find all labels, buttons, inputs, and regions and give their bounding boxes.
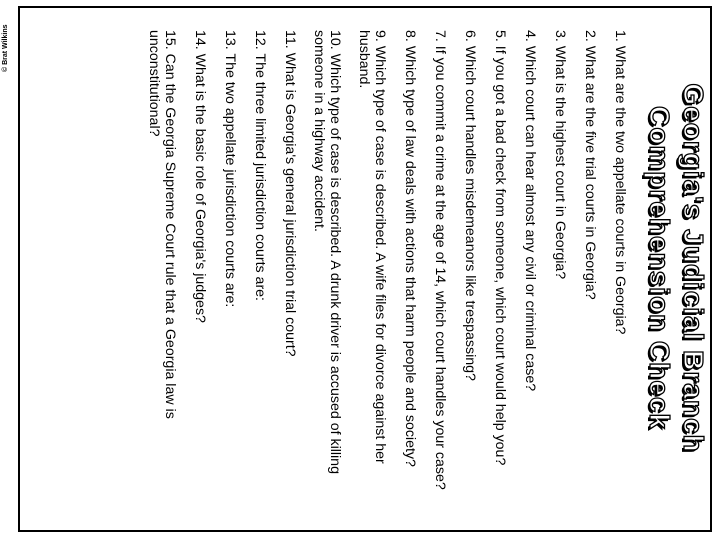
question-15: 15. Can the Georgia Supreme Court rule that a Georgia law is unconstitutional? (146, 30, 178, 419)
question-7: 7. If you commit a crime at the age of 14, which court handles your case? (432, 30, 448, 490)
question-11: 11. What is Georgia's general jurisdiction trial court? (282, 30, 298, 357)
question-2: 2. What are the five trial courts in Georgia? (582, 30, 598, 300)
worksheet-frame (18, 6, 712, 532)
title-line-2: Comprehension Check (644, 106, 675, 430)
question-10: 10. Which type of case is described. A drunk driver is accused of killing someone in a highway accident. (311, 30, 343, 474)
worksheet-title (640, 16, 710, 520)
question-list (146, 30, 628, 508)
question-1: 1. What are the two appellate courts in Georgia? (612, 30, 628, 335)
question-6: 6. Which court handles misdemeanors like trespassing? (462, 30, 478, 381)
question-13: 13. The two appellate jurisdiction courts are: (222, 30, 238, 308)
copyright-notice: © Brat Wilkins (2, 24, 9, 72)
question-9: 9. Which type of case is described. A wife files for divorce against her husband. (356, 30, 388, 464)
question-3: 3. What is the highest court in Georgia? (552, 30, 568, 280)
title-line-1: Georgia's Judicial Branch (678, 83, 709, 453)
rotated-page (20, 8, 710, 528)
question-8: 8. Which type of law deals with actions that harm people and society? (402, 30, 418, 467)
question-5: 5. If you got a bad check from someone, which court would help you? (492, 30, 508, 466)
question-12: 12. The three limited jurisdiction courts are: (252, 30, 268, 302)
question-14: 14. What is the basic role of Georgia's judges? (192, 30, 208, 323)
question-4: 4. Which court can hear almost any civil or criminal case? (522, 30, 538, 392)
